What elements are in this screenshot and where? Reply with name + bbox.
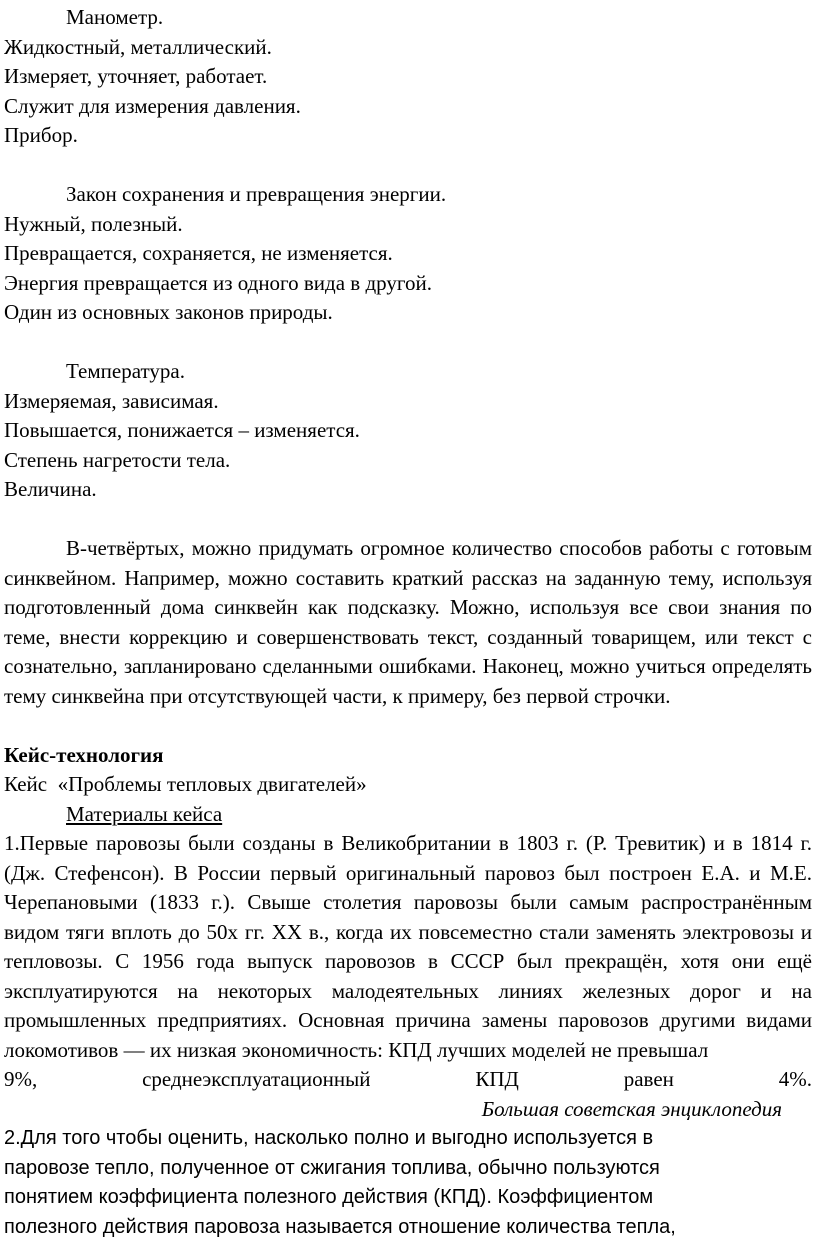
- case-item-1-text: 1.Первые паровозы были созданы в Великобритании в 1803 г. (Р. Тревитик) и в 1814 г. (Дж. Стефенсон). В России первый оригинальный паровоз был построен Е.А. и М.Е. Черепановыми (1833 г.). Свыше столетия паровозы были самым распространённым видом тяги вплоть до 50х гг. XX в., когда их повсеместно стали заменять электровозы и тепловозы. С 1956 года выпуск паровозов в СССР был прекращён, хотя они ещё эксплуатируются на некоторых малодеятельных линиях железных дорог и на промышленных предприятиях. Основная причина замены паровозов другими видами локомотивов — их низкая экономичность: КПД лучших моделей не превышал: [4, 831, 812, 1062]
- cinquain-line: Один из основных законов природы.: [4, 300, 333, 324]
- cinquain-temperature: [4, 357, 812, 505]
- case-title: Кейс «Проблемы тепловых двигателей»: [4, 772, 367, 796]
- case-heading: Кейс-технология: [4, 742, 164, 767]
- cinquain-line: Служит для измерения давления.: [4, 93, 301, 118]
- cinquain-line: Энергия превращается из одного вида в другой.: [4, 270, 432, 295]
- case-item-2: [4, 1124, 812, 1242]
- paragraph-text: В-четвёртых, можно придумать огромное количество способов работы с готовым синквейном. Например, можно составить краткий рассказ на заданную тему, используя подготовленный дома синквейн как подсказку. Можно, используя все свои знания по теме, внести коррекцию и совершенствовать текст, созданный товарищем, или текст с сознательно, запланировано сделанными ошибками. Наконец, можно учиться определять тему синквейна при отсутствующей части, к примеру, без первой строчки.: [4, 536, 812, 708]
- case-item-2-line: 2.Для того чтобы оценить, насколько полно и выгодно используется в: [4, 1127, 654, 1149]
- case-item-2-line: паровозе тепло, полученное от сжигания топлива, обычно пользуются: [4, 1156, 660, 1179]
- case-item-1-last-line: 9%, среднеэксплуатационный КПД равен 4%.: [4, 1067, 812, 1091]
- cinquain-line: Величина.: [4, 477, 97, 501]
- cinquain-title: Температура.: [66, 359, 185, 383]
- case-item-1: [4, 829, 812, 1065]
- cinquain-manometer: [4, 3, 812, 151]
- cinquain-line: Измеряемая, зависимая.: [4, 388, 219, 413]
- cinquain-line: Нужный, полезный.: [4, 211, 183, 236]
- cinquain-energy-law: [4, 180, 812, 328]
- cinquain-line: Превращается, сохраняется, не изменяется.: [4, 241, 393, 265]
- cinquain-line: Повышается, понижается – изменяется.: [4, 418, 360, 442]
- case-materials-label: Материалы кейса: [66, 801, 223, 826]
- cinquain-line: Измеряет, уточняет, работает.: [4, 64, 268, 88]
- paragraph-fourth: [4, 534, 812, 711]
- cinquain-title: Манометр.: [66, 5, 164, 29]
- case-section: [4, 741, 812, 1243]
- case-item-2-line: полезного действия паровоза называется отношение количества тепла,: [4, 1215, 676, 1238]
- case-item-2-line: понятием коэффициента полезного действия (КПД). Коэффициентом: [4, 1186, 654, 1208]
- cinquain-line: Прибор.: [4, 123, 78, 147]
- cinquain-title: Закон сохранения и превращения энергии.: [66, 182, 447, 206]
- case-item-1-source: Большая советская энциклопедия: [481, 1096, 782, 1121]
- cinquain-line: Степень нагретости тела.: [4, 447, 231, 472]
- cinquain-line: Жидкостный, металлический.: [4, 34, 272, 59]
